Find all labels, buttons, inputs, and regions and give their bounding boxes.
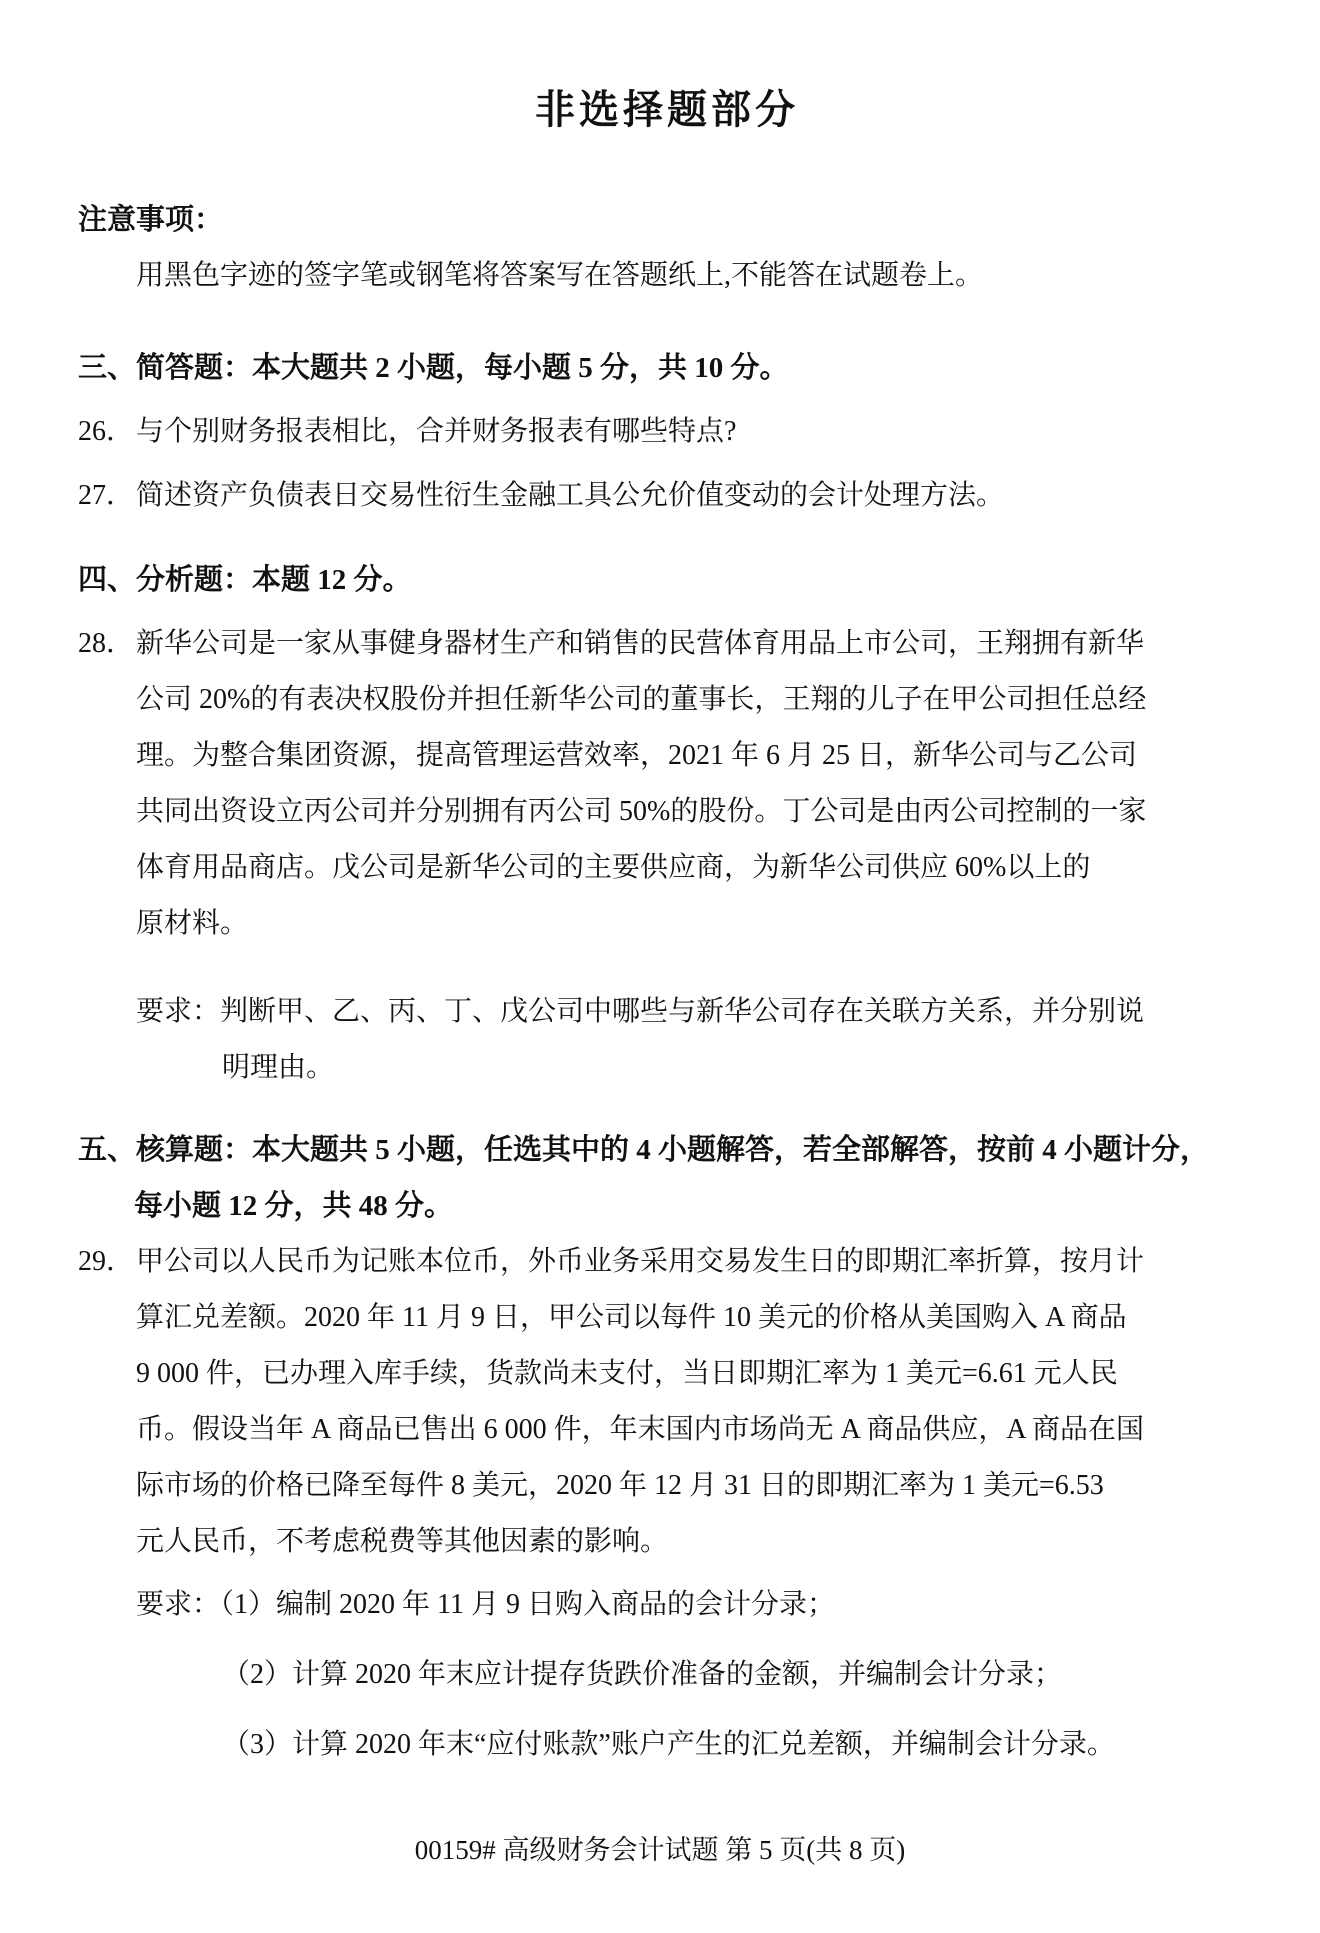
section-5-heading-line-2: 每小题 12 分，共 48 分。	[134, 1190, 454, 1222]
notice-text: 用黑色字迹的签字笔或钢笔将答案写在答题纸上,不能答在试题卷上。	[136, 260, 984, 291]
question-29-text-1: 甲公司以人民币为记账本位币，外币业务采用交易发生日的即期汇率折算，按月计	[136, 1246, 1145, 1277]
question-27-text: 简述资产负债表日交易性衍生金融工具公允价值变动的会计处理方法。	[136, 480, 1005, 511]
question-28-requirement-line-2: 明理由。	[222, 1052, 335, 1083]
question-29-requirement-line-2: （2）计算 2020 年末应计提存货跌价准备的金额，并编制会计分录；	[222, 1659, 1063, 1690]
question-27-number: 27．	[78, 480, 135, 511]
question-26-number: 26．	[78, 416, 135, 447]
section-4-heading: 四、分析题：本题 12 分。	[78, 564, 412, 596]
question-29-line-6: 元人民币，不考虑税费等其他因素的影响。	[136, 1526, 669, 1557]
question-29-line-5: 际市场的价格已降至每件 8 美元，2020 年 12 月 31 日的即期汇率为 1 美元=6.53	[136, 1470, 1104, 1501]
question-28-number: 28．	[78, 628, 135, 659]
question-28-text-1: 新华公司是一家从事健身器材生产和销售的民营体育用品上市公司，王翔拥有新华	[136, 628, 1145, 659]
question-26	[78, 404, 1256, 460]
question-29-line-2: 算汇兑差额。2020 年 11 月 9 日，甲公司以每件 10 美元的价格从美国购入 A 商品	[136, 1302, 1127, 1333]
question-28-requirement-line-1: 要求：判断甲、乙、丙、丁、戊公司中哪些与新华公司存在关联方关系，并分别说	[136, 996, 1145, 1027]
question-27	[78, 468, 1256, 524]
question-29-requirement-line-1: 要求：（1）编制 2020 年 11 月 9 日购入商品的会计分录；	[136, 1589, 835, 1620]
question-28-line-2: 公司 20%的有表决权股份并担任新华公司的董事长，王翔的儿子在甲公司担任总经	[136, 684, 1147, 715]
question-28-line-4: 共同出资设立丙公司并分别拥有丙公司 50%的股份。丁公司是由丙公司控制的一家	[136, 796, 1147, 827]
question-29-line-3: 9 000 件，已办理入库手续，货款尚未支付，当日即期汇率为 1 美元=6.61 元人民	[136, 1358, 1118, 1389]
question-29-line-4: 币。假设当年 A 商品已售出 6 000 件，年末国内市场尚无 A 商品供应，A 商品在国	[136, 1414, 1145, 1445]
question-29-requirement-line-3: （3）计算 2020 年末“应付账款”账户产生的汇兑差额，并编制会计分录。	[222, 1729, 1115, 1760]
page-title: 非选择题部分	[535, 87, 799, 132]
question-28-line-1	[78, 616, 1256, 672]
page-footer: 00159# 高级财务会计试题 第 5 页(共 8 页)	[414, 1835, 906, 1865]
notice-label: 注意事项：	[78, 204, 224, 236]
question-28-line-3: 理。为整合集团资源，提高管理运营效率，2021 年 6 月 25 日，新华公司与乙公司	[136, 740, 1138, 771]
question-29-line-1	[78, 1234, 1256, 1290]
section-3-heading: 三、简答题：本大题共 2 小题，每小题 5 分，共 10 分。	[78, 352, 789, 384]
question-26-text: 与个别财务报表相比，合并财务报表有哪些特点?	[136, 416, 737, 447]
question-28-line-6: 原材料。	[136, 908, 249, 939]
question-29-number: 29．	[78, 1246, 135, 1277]
section-5-heading-line-1: 五、核算题：本大题共 5 小题，任选其中的 4 小题解答，若全部解答，按前 4 小题计分，	[78, 1134, 1210, 1166]
question-28-line-5: 体育用品商店。戊公司是新华公司的主要供应商，为新华公司供应 60%以上的	[136, 852, 1091, 883]
